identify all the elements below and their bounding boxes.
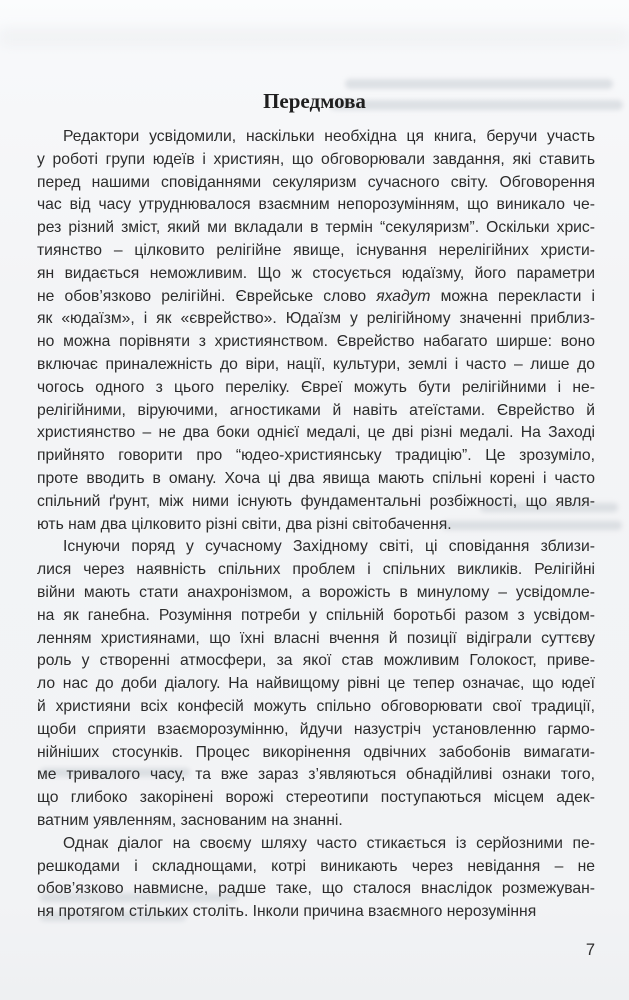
text-line: ян видається неможливим. Що ж стосується юдаїзму, його параметри	[37, 264, 595, 282]
text-line: спільний ґрунт, між ними існують фундаментальні розбіжності, що явля-	[37, 492, 595, 510]
text-line: ло нас до доби діалогу. На найвищому рівні це тепер означає, що юдеї	[37, 675, 595, 693]
text-line: Існуючи поряд у сучасному Західному світі, ці сповідання зблизи-	[63, 538, 595, 556]
paragraph	[37, 833, 595, 924]
text-line: релігійними, віруючими, агностиками й навіть атеїстами. Єврейство й	[37, 401, 595, 419]
text-line: перед нашими сповіданнями секуляризм сучасного світу. Обговорення	[37, 173, 595, 191]
text-line: що глибоко закорінені ворожі стереотипи поступаються місцем адек-	[37, 789, 595, 807]
text-line: роль у створенні атмосфери, за якої став можливим Голокост, приве-	[37, 652, 595, 670]
text-line: ватним уявленням, заснованим на знанні.	[37, 811, 343, 829]
text-line: як «юдаїзм», і як «єврейство». Юдаїзм у релігійному значенні приблиз-	[37, 310, 595, 328]
text-line: Однак діалог на своєму шляху часто стикається із серйозними пе-	[63, 834, 595, 852]
text-line: не обов’язково релігійні. Єврейське слово яхадут можна перекласти і	[37, 287, 595, 305]
text-line: проте вводить в оману. Хоча ці два явища мають спільні корені і часто	[37, 469, 595, 487]
text-block	[37, 126, 595, 924]
text-line: обов’язково навмисне, радше таке, що сталося внаслідок розмежуван-	[37, 880, 595, 898]
paragraph	[37, 126, 595, 536]
text-line: у роботі групи юдеїв і християн, що обговорювали завдання, які ставить	[37, 150, 595, 168]
page-title: Передмова	[263, 89, 366, 114]
text-line: ня протягом стільких століть. Інколи причина взаємного нерозуміння	[37, 903, 537, 921]
text-line: на як ганебна. Розуміння потреби у спільній боротьбі разом з усвідом-	[37, 606, 595, 624]
text-line: й християни всіх конфесій можуть спільно обговорювати свої традиції,	[37, 697, 595, 715]
text-line: час від часу утруднювалося взаємним непорозумінням, що виникало че-	[37, 196, 595, 214]
text-line: лися через наявність спільних проблем і спільних викликів. Релігійні	[37, 561, 595, 579]
text-line: ме тривалого часу, та вже зараз з’являються обнадійливі ознаки того,	[37, 766, 595, 784]
text-line: включає приналежність до віри, нації, культури, землі і часто – лише до	[37, 355, 595, 373]
text-line: чогось одного з цього переліку. Євреї можуть бути релігійними і не-	[37, 378, 595, 396]
text-line: прийнято говорити про “юдео-християнську традицію”. Це зрозуміло,	[37, 447, 595, 465]
page-number: 7	[585, 941, 595, 959]
text-line: ють нам два цілковито різні світи, два різні світобачення.	[37, 515, 452, 533]
scan-band-texture	[0, 28, 629, 46]
text-line: щоби сприяти взаєморозумінню, йдучи назустріч установленню гармо-	[37, 720, 595, 738]
text-line: решкодами і складнощами, котрі виникають через невідання – не	[37, 857, 595, 875]
text-line: християнство – не два боки однієї медалі, це дві різні медалі. На Заході	[37, 424, 595, 442]
text-line: рез різний зміст, який ми вкладали в термін “секуляризм”. Оскільки хрис-	[37, 219, 595, 237]
text-line: ленням християнами, що їхні власні вчення й позиції відіграли суттєву	[37, 629, 595, 647]
paragraph	[37, 536, 595, 832]
text-line: Редактори усвідомили, наскільки необхідна ця книга, беручи участь	[63, 128, 595, 145]
text-line: тиянство – цілковито релігійне явище, існування нерелігійних христи-	[37, 241, 595, 259]
italic-term: яхадут	[376, 287, 431, 305]
text-line: но можна порівняти з християнством. Єврейство набагато ширше: воно	[37, 333, 595, 351]
text-line: війни мають стати анахронізмом, а ворожість в минулому – усвідомле-	[37, 583, 595, 601]
text-line: нійніших стосунків. Процес викорінення одвічних забобонів вимагати-	[37, 743, 595, 761]
